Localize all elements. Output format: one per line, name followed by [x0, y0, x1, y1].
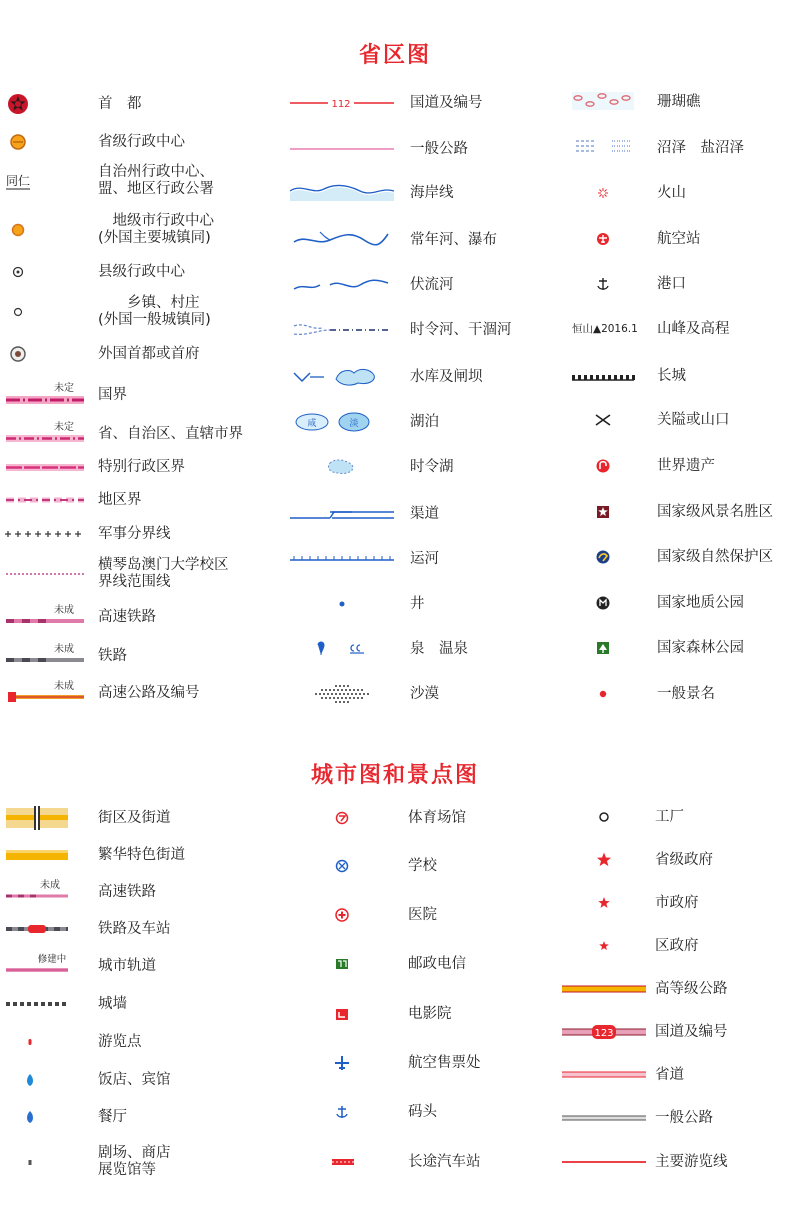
legend-label: 医院: [408, 906, 437, 923]
district-border-icon: [6, 488, 84, 512]
legend-label: 学校: [408, 857, 437, 874]
town-village-icon: [6, 300, 84, 324]
legend-label: 街区及街道: [98, 809, 171, 826]
coral-reef-icon: [572, 90, 634, 114]
legend-label: 航空售票处: [408, 1054, 481, 1071]
legend-label: 主要游览线: [655, 1153, 728, 1170]
airport-icon: [572, 227, 634, 251]
city-high-speed-rail-icon: [6, 880, 68, 904]
legend-label: 高速公路及编号: [98, 684, 200, 701]
legend-label: 高速铁路: [98, 608, 156, 625]
legend-label: 泉 温泉: [410, 640, 468, 657]
legend-label: 乡镇、村庄 (外国一般城镇同): [98, 295, 211, 328]
legend-label: 体育场馆: [408, 809, 466, 826]
provincial-border-icon: [6, 422, 84, 446]
street-block-icon: [6, 806, 68, 830]
seasonal-river-icon: [290, 318, 394, 342]
legend-label: 国家级自然保护区: [657, 548, 773, 565]
legend-label: 县级行政中心: [98, 263, 185, 280]
legend-label: 关隘或山口: [657, 411, 730, 428]
legend-label: 铁路: [98, 647, 127, 664]
canal-icon: [290, 502, 394, 526]
legend-label: 首 都: [98, 95, 142, 112]
legend-label: 港口: [657, 275, 686, 292]
provincial-road-icon: [562, 1063, 646, 1087]
legend-label: 铁路及车站: [98, 920, 171, 937]
city-section-title: 城市图和景点图: [310, 763, 479, 788]
legend-label: 湖泊: [410, 413, 439, 430]
legend-label: 沼泽 盐沼泽: [657, 139, 744, 156]
svg-text:未成: 未成: [54, 644, 74, 655]
provincial-center-icon: [6, 130, 84, 154]
legend-label: 省道: [655, 1066, 684, 1083]
svg-text:同仁: 同仁: [5, 174, 31, 188]
legend-label: 电影院: [408, 1005, 452, 1022]
legend-label: 工厂: [655, 808, 684, 825]
military-line-icon: [6, 522, 84, 546]
legend-label: 地级市行政中心 (外国主要城镇同): [98, 213, 214, 246]
national-road-icon: [290, 91, 394, 115]
autonomous-prefecture-text-icon: [6, 169, 84, 193]
legend-label: 国家地质公园: [657, 594, 744, 611]
sightseeing-point-icon: [6, 1030, 68, 1054]
legend-label: 邮政电信: [408, 955, 466, 972]
svg-text:未成: 未成: [54, 681, 74, 692]
legend-label: 城市轨道: [98, 957, 156, 974]
perennial-river-icon: [290, 228, 394, 252]
lake-icon: [290, 410, 394, 434]
legend-label: 一般公路: [410, 140, 468, 157]
theater-shop-icon: [6, 1150, 68, 1174]
province-section-title: 省区图: [358, 43, 431, 68]
legend-label: 省级政府: [655, 851, 713, 868]
city-national-road-icon: [562, 1020, 646, 1044]
legend-label: 码头: [408, 1103, 437, 1120]
svg-text:123: 123: [594, 1028, 614, 1039]
railway-icon: [6, 644, 84, 668]
foreign-capital-icon: [6, 342, 84, 366]
bus-station-icon: [330, 1150, 354, 1174]
restaurant-icon: [6, 1105, 68, 1129]
capital-star-icon: [6, 92, 84, 116]
legend-label: 横琴岛澳门大学校区 界线范围线: [98, 557, 229, 590]
urban-rail-icon: [6, 954, 68, 978]
legend-label: 国家森林公园: [657, 639, 744, 656]
mountain-pass-icon: [572, 408, 634, 432]
legend-label: 外国首都或首府: [98, 345, 200, 362]
well-icon: [290, 592, 394, 616]
legend-label: 航空站: [657, 230, 701, 247]
legend-label: 运河: [410, 550, 439, 567]
city-gov-icon: [562, 891, 646, 915]
feature-street-icon: [6, 843, 68, 867]
legend-label: 井: [410, 595, 425, 612]
legend-label: 省、自治区、直辖市界: [98, 425, 243, 442]
county-center-icon: [6, 260, 84, 284]
legend-label: 渠道: [410, 505, 439, 522]
legend-label: 一般景名: [657, 685, 715, 702]
tour-route-icon: [562, 1150, 646, 1174]
legend-label: 高速铁路: [98, 883, 156, 900]
scenic-spot-icon: [572, 682, 634, 706]
legend-label: 特别行政区界: [98, 458, 185, 475]
coastline-icon: [290, 181, 394, 205]
prefecture-city-icon: [6, 218, 84, 242]
legend-label: 长途汽车站: [408, 1153, 481, 1170]
svg-text:咸: 咸: [307, 419, 317, 429]
legend-label: 区政府: [655, 937, 699, 954]
world-heritage-icon: [572, 454, 634, 478]
general-road-icon: [290, 137, 394, 161]
school-icon: [330, 854, 354, 878]
hotel-icon: [6, 1068, 68, 1092]
reservoir-icon: [290, 365, 394, 389]
legend-label: 军事分界线: [98, 525, 171, 542]
legend-label: 国道及编号: [410, 94, 483, 111]
stadium-icon: [330, 806, 354, 830]
legend-label: 伏流河: [410, 276, 454, 293]
national-scenic-area-icon: [572, 500, 634, 524]
air-ticket-icon: [330, 1051, 354, 1075]
legend-label: 长城: [657, 367, 686, 384]
post-telecom-icon: [330, 952, 354, 976]
legend-label: 一般公路: [655, 1109, 713, 1126]
legend-label: 市政府: [655, 894, 699, 911]
wharf-icon: [330, 1100, 354, 1124]
spring-icon: [290, 637, 394, 661]
svg-text:未定: 未定: [54, 422, 74, 433]
factory-icon: [562, 805, 646, 829]
legend-label: 饭店、宾馆: [98, 1071, 171, 1088]
legend-label: 海岸线: [410, 184, 454, 201]
legend-label: 繁华特色街道: [98, 846, 185, 863]
svg-text:未成: 未成: [40, 880, 60, 891]
legend-label: 常年河、瀑布: [410, 231, 497, 248]
expressway-icon: [6, 681, 84, 705]
cinema-icon: [330, 1002, 354, 1026]
railway-station-icon: [6, 917, 68, 941]
volcano-icon: [572, 181, 634, 205]
grand-canal-icon: [290, 547, 394, 571]
nature-reserve-icon: [572, 545, 634, 569]
svg-text:112: 112: [331, 99, 351, 110]
svg-text:未定: 未定: [54, 383, 74, 394]
sar-border-icon: [6, 455, 84, 479]
legend-label: 火山: [657, 184, 686, 201]
underground-river-icon: [290, 273, 394, 297]
high-grade-road-icon: [562, 977, 646, 1001]
desert-icon: [290, 682, 394, 706]
svg-text:淡: 淡: [349, 419, 359, 429]
legend-label: 珊瑚礁: [657, 93, 701, 110]
legend-label: 沙漠: [410, 685, 439, 702]
forest-park-icon: [572, 636, 634, 660]
legend-label: 国界: [98, 386, 127, 403]
legend-label: 国家级风景名胜区: [657, 503, 773, 520]
seasonal-lake-icon: [290, 455, 394, 479]
legend-label: 山峰及高程: [657, 320, 730, 337]
legend-label: 高等级公路: [655, 980, 728, 997]
anchor-icon: [572, 272, 634, 296]
legend-label: 世界遗产: [657, 457, 715, 474]
high-speed-rail-icon: [6, 605, 84, 629]
legend-label: 水库及闸坝: [410, 368, 483, 385]
legend-label: 省级行政中心: [98, 133, 185, 150]
national-border-icon: [6, 383, 84, 407]
legend-label: 时令湖: [410, 458, 454, 475]
great-wall-icon: [572, 364, 634, 388]
city-general-road-icon: [562, 1106, 646, 1130]
marsh-icon: [572, 136, 634, 160]
svg-text:恒山▲2016.1: 恒山▲2016.1: [572, 323, 638, 335]
legend-label: 游览点: [98, 1033, 142, 1050]
svg-text:未成: 未成: [54, 605, 74, 616]
svg-text:修建中: 修建中: [37, 954, 67, 965]
legend-label: 国道及编号: [655, 1023, 728, 1040]
legend-label: 时令河、干涸河: [410, 321, 512, 338]
peak-icon: [572, 317, 638, 341]
legend-label: 餐厅: [98, 1108, 127, 1125]
legend-label: 剧场、商店 展览馆等: [98, 1145, 171, 1178]
provincial-gov-icon: [562, 848, 646, 872]
legend-label: 城墙: [98, 995, 127, 1012]
district-gov-icon: [562, 934, 646, 958]
legend-label: 地区界: [98, 491, 142, 508]
city-wall-icon: [6, 992, 68, 1016]
legend-label: 自治州行政中心、 盟、地区行政公署: [98, 164, 214, 197]
hospital-icon: [330, 903, 354, 927]
campus-boundary-icon: [6, 562, 84, 586]
geopark-icon: [572, 591, 634, 615]
